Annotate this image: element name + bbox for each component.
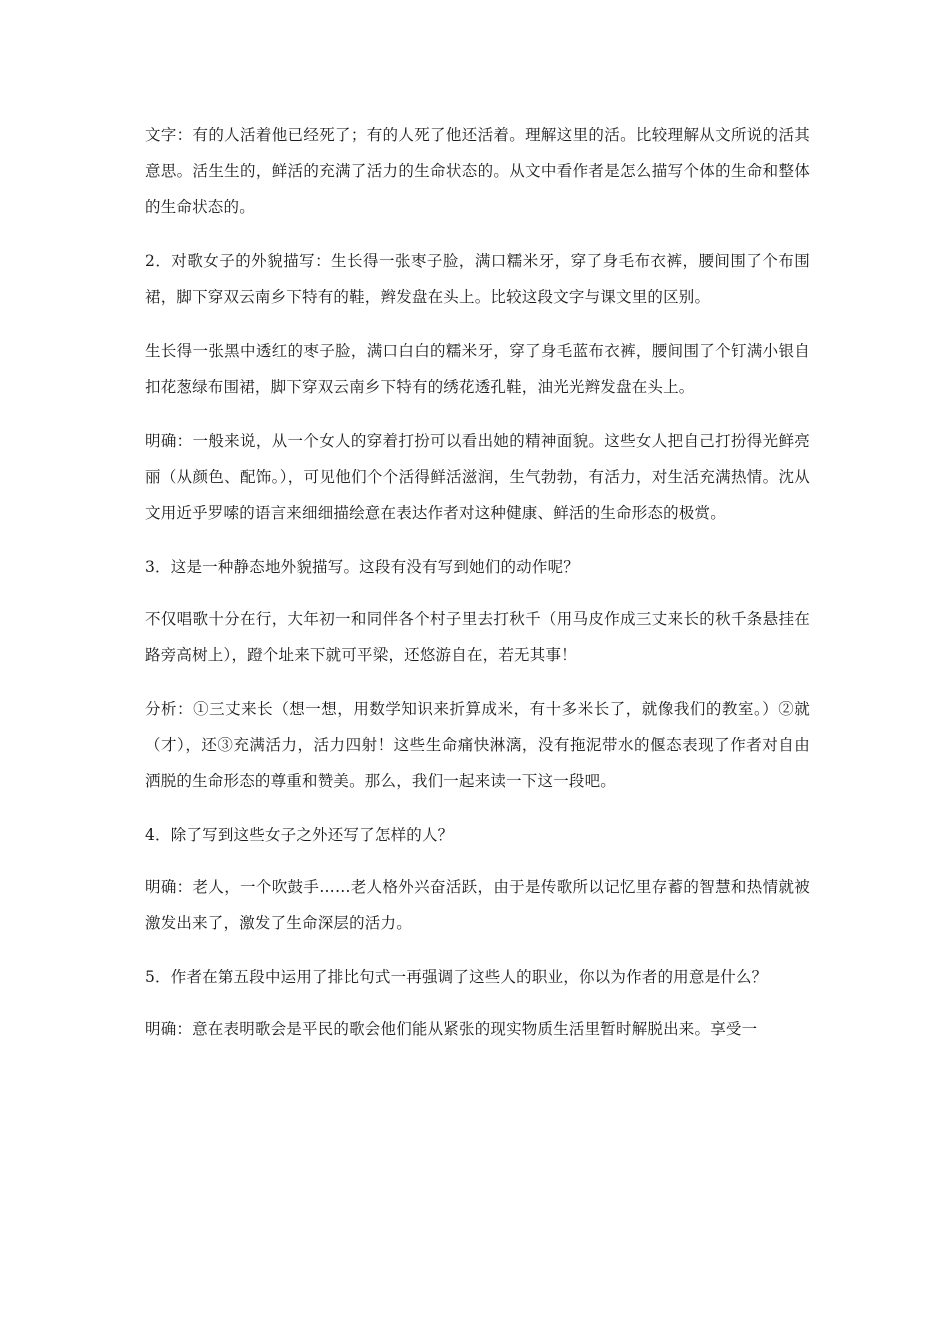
paragraph-swing-excerpt: 不仅唱歌十分在行，大年初一和同伴各个村子里去打秋千（用马皮作成三丈来长的秋千条悬挂在路旁高树上），蹬个址来下就可平梁，还悠游自在，若无其事！ (145, 610, 810, 664)
paragraph-question-4: 4．除了写到这些女子之外还写了怎样的人？ (145, 826, 454, 844)
document-page (145, 117, 810, 1065)
paragraph-answer-4: 明确：老人，一个吹鼓手……老人格外兴奋活跃，由于是传歌所以记忆里存蓄的智慧和热情就被激发出来了，激发了生命深层的活力。 (145, 878, 810, 932)
paragraph-question-3: 3．这是一种静态地外貌描写。这段有没有写到她们的动作呢？ (145, 558, 579, 576)
paragraph-analysis-3: 分析：①三丈来长（想一想，用数学知识来折算成米，有十多米长了，就像我们的教室。）②就（才），还③充满活力，活力四射！这些生命痛快淋漓，没有拖泥带水的偃态表现了作者对自由洒脱的生命形态的尊重和赞美。那么，我们一起来读一下这一段吧。 (145, 700, 810, 790)
paragraph-text-excerpt: 生长得一张黑中透红的枣子脸，满口白白的糯米牙，穿了身毛蓝布衣裤，腰间围了个钉满小银自扣花葱绿布围裙，脚下穿双云南乡下特有的绣花透孔鞋，油光光辫发盘在头上。 (145, 342, 810, 396)
paragraph-question-5: 5．作者在第五段中运用了排比句式一再强调了这些人的职业，你以为作者的用意是什么？ (145, 968, 768, 986)
paragraph-answer-2: 明确：一般来说，从一个女人的穿着打扮可以看出她的精神面貌。这些女人把自己打扮得光鲜亮丽（从颜色、配饰。），可见他们个个活得鲜活滋润，生气勃勃，有活力，对生活充满热情。沈从文用近乎罗嗦的语言来细细描绘意在表达作者对这种健康、鲜活的生命形态的极赏。 (145, 432, 810, 522)
paragraph-answer-5: 明确：意在表明歌会是平民的歌会他们能从紧张的现实物质生活里暂时解脱出来。享受一 (145, 1020, 758, 1038)
paragraph-intro: 文字：有的人活着他已经死了；有的人死了他还活着。理解这里的活。比较理解从文所说的活其意思。活生生的，鲜活的充满了活力的生命状态的。从文中看作者是怎么描写个体的生命和整体的生命状态的。 (145, 126, 810, 216)
paragraph-question-2: 2．对歌女子的外貌描写：生长得一张枣子脸，满口糯米牙，穿了身毛布衣裤，腰间围了个布围裙，脚下穿双云南乡下特有的鞋，辫发盘在头上。比较这段文字与课文里的区别。 (145, 252, 810, 306)
